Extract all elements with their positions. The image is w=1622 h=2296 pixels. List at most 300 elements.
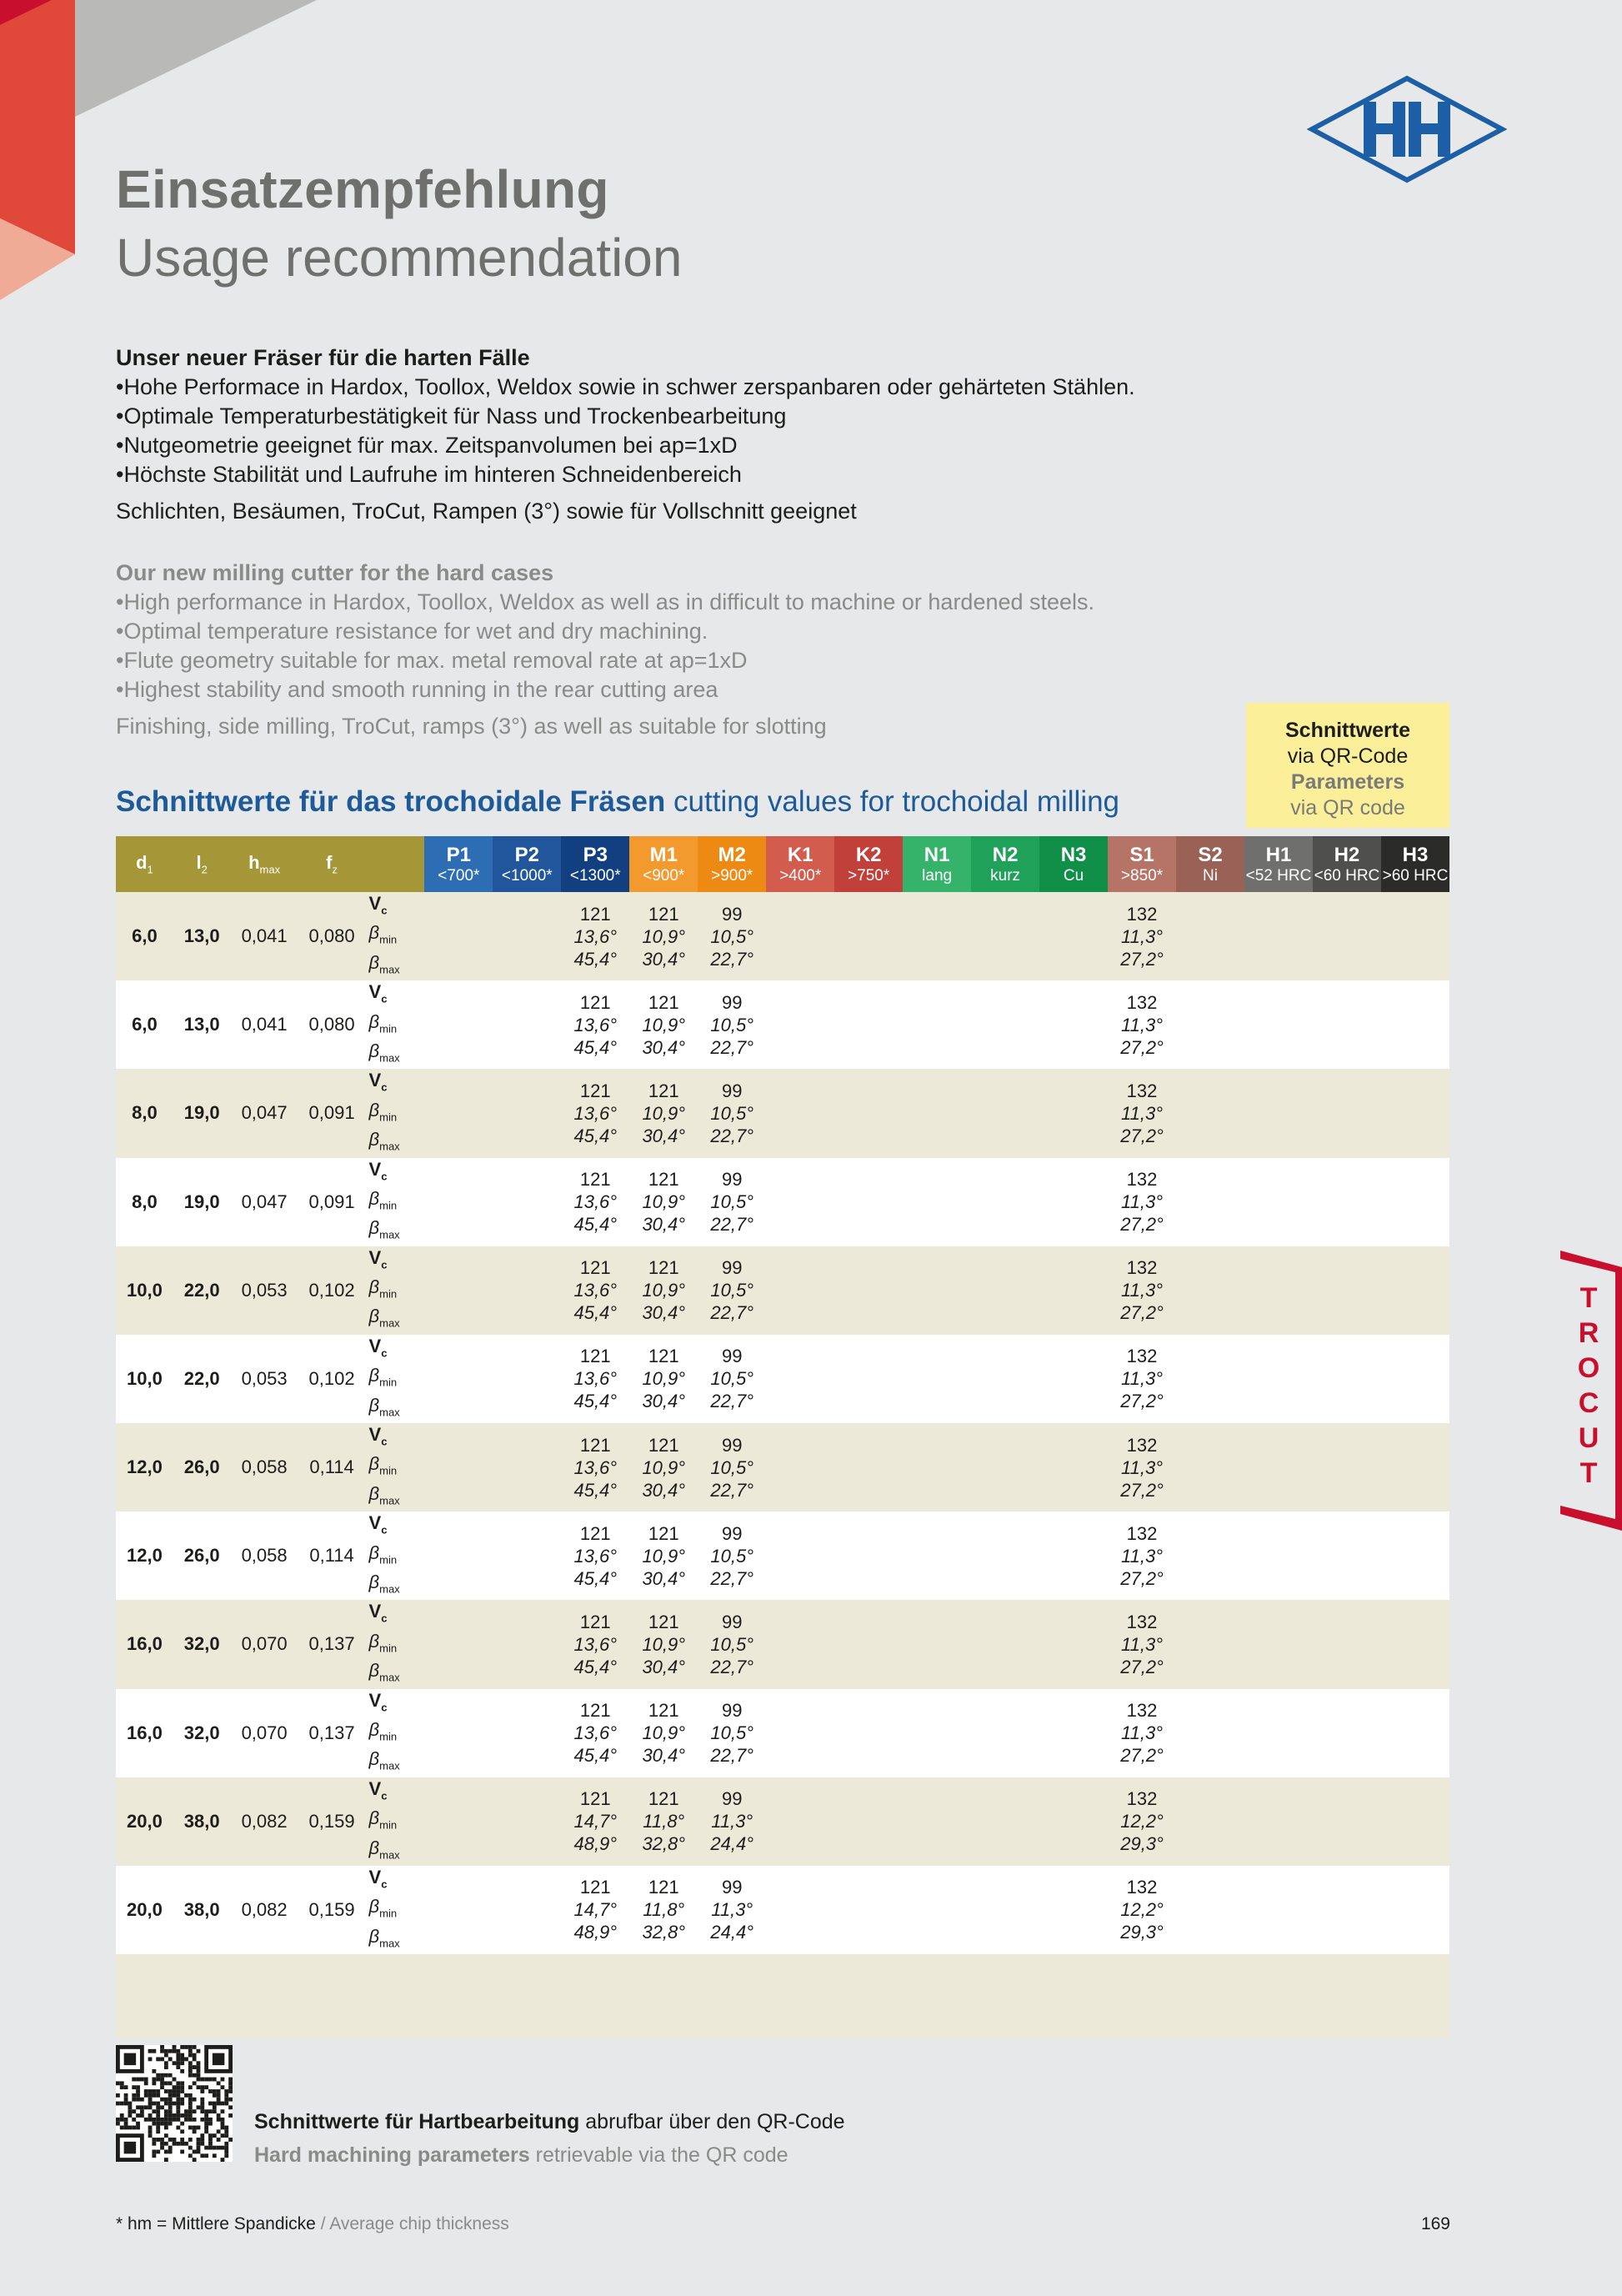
cell-k1 [766,1511,834,1600]
cell-l2: 38,0 [173,1777,231,1866]
cell-h1 [1244,1423,1313,1511]
cell-fz: 0,137 [298,1600,366,1688]
section-title-en: cutting values for trochoidal milling [673,785,1120,818]
cell-s2 [1176,980,1244,1069]
cell-h2 [1313,1158,1381,1246]
cell-labels: $V_c$ $\beta_{min}$ $\beta_{max}$ [366,980,425,1069]
cell-n1 [903,1335,971,1423]
cell-s2 [1176,1600,1244,1688]
table-row [116,1158,1449,1246]
cell-p2 [493,1777,561,1866]
cell-k2 [834,1866,903,1954]
trocut-letter: R [1578,1317,1599,1349]
cell-k2 [834,1246,903,1335]
table-row [116,980,1449,1069]
cell-h3 [1381,1158,1449,1246]
cell-k1 [766,1866,834,1954]
cell-labels: $V_c$ $\beta_{min}$ $\beta_{max}$ [366,1335,425,1423]
cell-h2 [1313,1511,1381,1600]
cell-d1: 20,0 [116,1777,173,1866]
cell-hmax: 0,053 [231,1246,298,1335]
cell-labels: $V_c$ $\beta_{min}$ $\beta_{max}$ [366,1600,425,1688]
cell-fz: 0,080 [298,980,366,1069]
cell-d1: 16,0 [116,1689,173,1777]
cell-fz: 0,102 [298,1246,366,1335]
cell-labels: $V_c$ $\beta_{min}$ $\beta_{max}$ [366,1511,425,1600]
cell-n1 [903,1600,971,1688]
cell-s2 [1176,1866,1244,1954]
cell-m2: 99 10,5° 22,7° [698,892,766,980]
cell-s2 [1176,892,1244,980]
intro-bullet: • Optimal temperature resistance for wet and dry machining. [116,617,1491,646]
material-header-h2: H2 <60 HRC [1313,836,1381,892]
cell-hmax: 0,082 [231,1777,298,1866]
cell-l2: 38,0 [173,1866,231,1954]
cell-p2 [493,1689,561,1777]
cell-p2 [493,1246,561,1335]
cell-s2 [1176,1158,1244,1246]
table-row [116,1600,1449,1688]
cell-p3: 121 13,6° 45,4° [561,1423,629,1511]
table-row [116,1689,1449,1777]
intro-german [116,343,1491,526]
cell-n2 [971,1777,1039,1866]
cell-hmax: 0,047 [231,1069,298,1157]
cell-hmax: 0,047 [231,1158,298,1246]
cell-k2 [834,892,903,980]
cell-p2 [493,1069,561,1157]
cell-l2: 13,0 [173,980,231,1069]
cell-m1: 121 10,9° 30,4° [629,1600,698,1688]
cell-n1 [903,980,971,1069]
cell-labels: $V_c$ $\beta_{min}$ $\beta_{max}$ [366,1158,425,1246]
cell-n1 [903,1423,971,1511]
page-subtitle: Usage recommendation [116,228,683,288]
dim-header: $f_z$ [298,836,366,892]
cell-p3: 121 13,6° 45,4° [561,1511,629,1600]
cell-m2: 99 10,5° 22,7° [698,1600,766,1688]
material-header-h3: H3 >60 HRC [1381,836,1449,892]
qr-box-line: Parameters [1290,770,1405,794]
cell-m1: 121 10,9° 30,4° [629,1689,698,1777]
cell-d1: 10,0 [116,1335,173,1423]
cell-n2 [971,1689,1039,1777]
table-row [116,1335,1449,1423]
cell-p2 [493,1600,561,1688]
trocut-letter: T [1579,1457,1598,1489]
cell-fz: 0,137 [298,1689,366,1777]
table-row [116,1866,1449,1954]
cell-k1 [766,980,834,1069]
cell-labels: $V_c$ $\beta_{min}$ $\beta_{max}$ [366,892,425,980]
trocut-letter: T [1579,1282,1598,1314]
cell-hmax: 0,041 [231,980,298,1069]
intro-bullet: • Highest stability and smooth running in the rear cutting area [116,675,1491,704]
intro-bullet-list [116,588,1491,704]
cell-n3 [1039,1511,1108,1600]
dim-header: $h_{max}$ [231,836,298,892]
cell-n2 [971,980,1039,1069]
cell-p1 [424,980,493,1069]
cell-h3 [1381,1069,1449,1157]
cell-n3 [1039,1158,1108,1246]
material-header-n2: N2 kurz [971,836,1039,892]
cell-hmax: 0,058 [231,1423,298,1511]
cell-s1: 132 12,2° 29,3° [1108,1866,1176,1954]
table-row [116,1423,1449,1511]
intro-heading: Our new milling cutter for the hard cases [116,560,554,585]
material-header-k1: K1 >400* [766,836,834,892]
trocut-letter: C [1578,1387,1599,1419]
material-header-p1: P1 <700* [424,836,493,892]
cell-p1 [424,892,493,980]
table-row [116,1777,1449,1866]
intro-bullet: • Hohe Performace in Hardox, Toollox, Weldox sowie in schwer zerspanbaren oder gehärteten Stählen. [116,373,1491,402]
cell-n3 [1039,980,1108,1069]
cell-p1 [424,1423,493,1511]
cell-fz: 0,102 [298,1335,366,1423]
qr-parameters-box [1246,703,1449,828]
cell-l2: 13,0 [173,892,231,980]
cell-m1: 121 10,9° 30,4° [629,892,698,980]
cell-m2: 99 10,5° 22,7° [698,1335,766,1423]
cell-s1: 132 11,3° 27,2° [1108,980,1176,1069]
cell-p3: 121 13,6° 45,4° [561,1335,629,1423]
cell-p2 [493,1866,561,1954]
cell-s2 [1176,1777,1244,1866]
cell-l2: 26,0 [173,1423,231,1511]
material-header-m2: M2 >900* [698,836,766,892]
cell-l2: 32,0 [173,1600,231,1688]
cell-labels: $V_c$ $\beta_{min}$ $\beta_{max}$ [366,1246,425,1335]
cell-l2: 19,0 [173,1069,231,1157]
cell-m1: 121 11,8° 32,8° [629,1777,698,1866]
table-row [116,1069,1449,1157]
table-header-row [116,836,1449,892]
cell-s2 [1176,1689,1244,1777]
cell-n3 [1039,1689,1108,1777]
cell-p1 [424,1511,493,1600]
cell-s2 [1176,1335,1244,1423]
cell-labels: $V_c$ $\beta_{min}$ $\beta_{max}$ [366,1777,425,1866]
cell-n1 [903,892,971,980]
cell-s1: 132 11,3° 27,2° [1108,1246,1176,1335]
cell-hmax: 0,053 [231,1335,298,1423]
cell-k2 [834,1511,903,1600]
cell-labels: $V_c$ $\beta_{min}$ $\beta_{max}$ [366,1423,425,1511]
intro-bullet: • Optimale Temperaturbestätigkeit für Nass und Trockenbearbeitung [116,402,1491,431]
qr-code-icon[interactable] [116,2045,233,2162]
cell-n2 [971,1335,1039,1423]
cell-fz: 0,091 [298,1158,366,1246]
cell-h3 [1381,1777,1449,1866]
cell-l2: 22,0 [173,1335,231,1423]
trocut-label [1564,1281,1614,1491]
intro-closing: Finishing, side milling, TroCut, ramps (3°) as well as suitable for slotting [116,714,827,739]
cell-l2: 22,0 [173,1246,231,1335]
cell-p3: 121 13,6° 45,4° [561,1689,629,1777]
cell-h2 [1313,980,1381,1069]
qr-box-line: Schnittwerte [1284,719,1411,742]
cell-d1: 8,0 [116,1158,173,1246]
cell-s2 [1176,1246,1244,1335]
cell-h2 [1313,1689,1381,1777]
dim-header: $l_2$ [173,836,231,892]
cell-labels: $V_c$ $\beta_{min}$ $\beta_{max}$ [366,1069,425,1157]
cell-h3 [1381,980,1449,1069]
material-header-p2: P2 <1000* [493,836,561,892]
cell-h3 [1381,1511,1449,1600]
table-row [116,892,1449,980]
cell-p3: 121 14,7° 48,9° [561,1777,629,1866]
cell-h1 [1244,892,1313,980]
cell-m2: 99 10,5° 22,7° [698,1689,766,1777]
cell-k1 [766,1777,834,1866]
cell-k2 [834,1600,903,1688]
cell-h3 [1381,892,1449,980]
cell-k1 [766,1069,834,1157]
footnote-de: * hm = Mittlere Spandicke [116,2214,316,2233]
cell-p2 [493,1158,561,1246]
cell-h1 [1244,1158,1313,1246]
material-header-k2: K2 >750* [834,836,903,892]
cell-d1: 8,0 [116,1069,173,1157]
cell-p1 [424,1600,493,1688]
cell-p1 [424,1335,493,1423]
cell-d1: 6,0 [116,892,173,980]
cell-d1: 12,0 [116,1423,173,1511]
cell-n2 [971,1600,1039,1688]
cell-d1: 6,0 [116,980,173,1069]
cell-s2 [1176,1511,1244,1600]
page-number: 169 [1420,2214,1450,2233]
qr-caption-de: abrufbar über den QR-Code [585,2110,845,2133]
cell-m1: 121 11,8° 32,8° [629,1866,698,1954]
cell-s1: 132 12,2° 29,3° [1108,1777,1176,1866]
cell-n3 [1039,1866,1108,1954]
cell-h1 [1244,1689,1313,1777]
cell-labels: $V_c$ $\beta_{min}$ $\beta_{max}$ [366,1689,425,1777]
cell-d1: 20,0 [116,1866,173,1954]
cell-h1 [1244,1246,1313,1335]
cell-k2 [834,1158,903,1246]
cell-p3: 121 14,7° 48,9° [561,1866,629,1954]
cell-m1: 121 10,9° 30,4° [629,1335,698,1423]
cell-n2 [971,1423,1039,1511]
cell-s1: 132 11,3° 27,2° [1108,1689,1176,1777]
qr-caption-de-bold: Schnittwerte für Hartbearbeitung [254,2110,580,2133]
cell-n1 [903,1069,971,1157]
cell-n2 [971,1158,1039,1246]
cell-fz: 0,114 [298,1423,366,1511]
brand-logo [1307,75,1507,183]
cell-h3 [1381,1689,1449,1777]
cell-n3 [1039,1335,1108,1423]
cell-h1 [1244,1777,1313,1866]
cell-s1: 132 11,3° 27,2° [1108,1158,1176,1246]
cell-fz: 0,091 [298,1069,366,1157]
cell-m1: 121 10,9° 30,4° [629,1246,698,1335]
cell-k2 [834,980,903,1069]
cell-hmax: 0,058 [231,1511,298,1600]
cell-m1: 121 10,9° 30,4° [629,1423,698,1511]
trocut-letter: U [1578,1422,1599,1454]
cell-h3 [1381,1246,1449,1335]
table-row [116,1511,1449,1600]
cell-s1: 132 11,3° 27,2° [1108,1511,1176,1600]
cell-s1: 132 11,3° 27,2° [1108,1423,1176,1511]
cell-fz: 0,159 [298,1777,366,1866]
cell-l2: 19,0 [173,1158,231,1246]
cell-n2 [971,1866,1039,1954]
cell-p3: 121 13,6° 45,4° [561,1246,629,1335]
cell-m2: 99 10,5° 22,7° [698,1158,766,1246]
cell-s1: 132 11,3° 27,2° [1108,1069,1176,1157]
cell-h1 [1244,1069,1313,1157]
cell-m2: 99 10,5° 22,7° [698,1246,766,1335]
cell-k2 [834,1777,903,1866]
cell-m1: 121 10,9° 30,4° [629,1158,698,1246]
cell-p1 [424,1777,493,1866]
qr-caption-en: retrievable via the QR code [535,2143,788,2167]
cell-k2 [834,1423,903,1511]
footnote-en: / Average chip thickness [320,2214,509,2233]
cell-n1 [903,1158,971,1246]
intro-closing: Schlichten, Besäumen, TroCut, Rampen (3°) sowie für Vollschnitt geeignet [116,499,857,524]
cell-labels: $V_c$ $\beta_{min}$ $\beta_{max}$ [366,1866,425,1954]
cell-fz: 0,080 [298,892,366,980]
cell-h3 [1381,1600,1449,1688]
cell-p1 [424,1866,493,1954]
cell-h2 [1313,1600,1381,1688]
cell-fz: 0,114 [298,1511,366,1600]
cell-k2 [834,1069,903,1157]
cell-p1 [424,1158,493,1246]
cell-m2: 99 10,5° 22,7° [698,1423,766,1511]
cell-k1 [766,1335,834,1423]
material-header-n1: N1 lang [903,836,971,892]
cell-l2: 32,0 [173,1689,231,1777]
cell-h3 [1381,1335,1449,1423]
cell-n2 [971,1511,1039,1600]
cell-p3: 121 13,6° 45,4° [561,1158,629,1246]
cell-k1 [766,1158,834,1246]
cell-p2 [493,980,561,1069]
cell-n1 [903,1246,971,1335]
cell-h1 [1244,1600,1313,1688]
cell-n1 [903,1866,971,1954]
qr-box-line: via QR code [1290,796,1405,820]
cell-h2 [1313,892,1381,980]
cell-p3: 121 13,6° 45,4° [561,980,629,1069]
cell-k2 [834,1689,903,1777]
cell-m1: 121 10,9° 30,4° [629,1511,698,1600]
intro-bullet: • Nutgeometrie geeignet für max. Zeitspanvolumen bei ap=1xD [116,431,1491,460]
cell-h2 [1313,1777,1381,1866]
qr-caption-en-bold: Hard machining parameters [254,2143,530,2167]
cell-n3 [1039,892,1108,980]
cell-m1: 121 10,9° 30,4° [629,1069,698,1157]
cell-n3 [1039,1246,1108,1335]
cell-d1: 16,0 [116,1600,173,1688]
cell-d1: 10,0 [116,1246,173,1335]
material-header-n3: N3 Cu [1039,836,1108,892]
cell-fz: 0,159 [298,1866,366,1954]
intro-heading: Unser neuer Fräser für die harten Fälle [116,345,530,370]
cell-hmax: 0,070 [231,1689,298,1777]
cell-k1 [766,892,834,980]
cell-h1 [1244,1335,1313,1423]
cell-h1 [1244,1866,1313,1954]
cell-n3 [1039,1777,1108,1866]
cell-p2 [493,1511,561,1600]
cutting-values-table [116,836,1449,2038]
cell-n3 [1039,1423,1108,1511]
cell-h2 [1313,1246,1381,1335]
cell-hmax: 0,082 [231,1866,298,1954]
cell-s2 [1176,1423,1244,1511]
cell-n1 [903,1777,971,1866]
material-header-h1: H1 <52 HRC [1244,836,1313,892]
cell-s1: 132 11,3° 27,2° [1108,1335,1176,1423]
cell-n3 [1039,1069,1108,1157]
cell-k2 [834,1335,903,1423]
cell-m2: 99 11,3° 24,4° [698,1777,766,1866]
cell-n2 [971,892,1039,980]
cell-p2 [493,1423,561,1511]
cell-m2: 99 10,5° 22,7° [698,980,766,1069]
intro-bullet: • Höchste Stabilität und Laufruhe im hinteren Schneidenbereich [116,460,1491,489]
material-header-s2: S2 Ni [1176,836,1244,892]
section-title [116,785,1119,819]
section-title-de: Schnittwerte für das trochoidale Fräsen [116,785,666,818]
cell-h3 [1381,1866,1449,1954]
cell-h1 [1244,1511,1313,1600]
table-row [116,1246,1449,1335]
cell-k1 [766,1246,834,1335]
cell-p3: 121 13,6° 45,4° [561,1600,629,1688]
cell-k1 [766,1600,834,1688]
intro-bullet-list [116,373,1491,489]
cell-p1 [424,1246,493,1335]
cell-m1: 121 10,9° 30,4° [629,980,698,1069]
cell-n2 [971,1246,1039,1335]
cell-n1 [903,1689,971,1777]
cell-p1 [424,1689,493,1777]
material-header-s1: S1 >850* [1108,836,1176,892]
cell-d1: 12,0 [116,1511,173,1600]
qr-caption [254,2105,845,2172]
cell-p3: 121 13,6° 45,4° [561,1069,629,1157]
cell-k1 [766,1689,834,1777]
cell-k1 [766,1423,834,1511]
table-filler-row [116,1954,1449,2038]
cell-p1 [424,1069,493,1157]
cell-m2: 99 10,5° 22,7° [698,1511,766,1600]
cell-h3 [1381,1423,1449,1511]
cell-h2 [1313,1335,1381,1423]
cell-n2 [971,1069,1039,1157]
cell-h2 [1313,1866,1381,1954]
cell-l2: 26,0 [173,1511,231,1600]
material-header-m1: M1 <900* [629,836,698,892]
cell-s1: 132 11,3° 27,2° [1108,892,1176,980]
cutting-values-table-wrap [116,836,1449,2038]
cell-h2 [1313,1069,1381,1157]
cell-n3 [1039,1600,1108,1688]
cell-p3: 121 13,6° 45,4° [561,892,629,980]
cell-p2 [493,892,561,980]
